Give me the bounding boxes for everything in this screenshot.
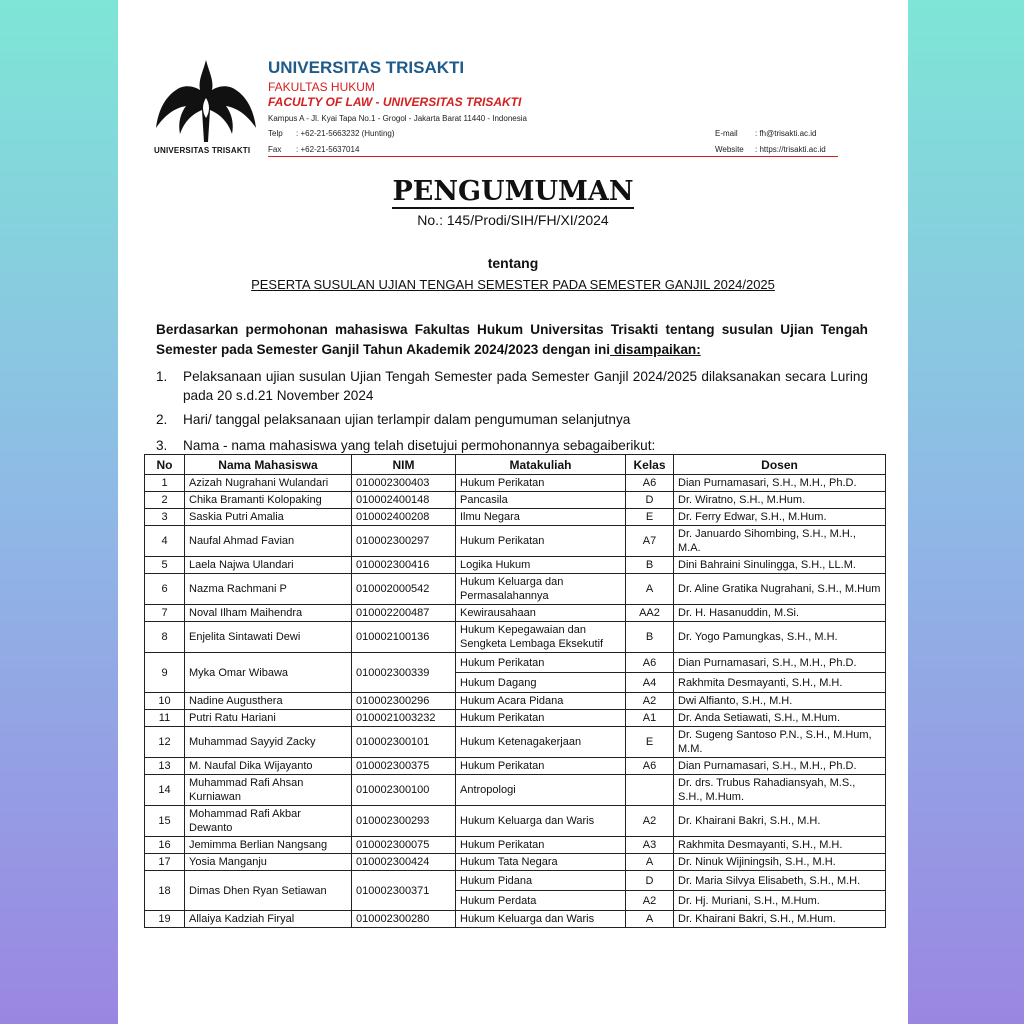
table-row [145,526,886,557]
cell-class: A [626,574,674,605]
cell-course: Hukum Perikatan [456,758,626,775]
cell-nim: 010002300293 [352,806,456,837]
list-item-number: 1. [156,369,168,384]
fax-line [268,145,359,154]
header-divider [268,156,838,157]
cell-name: Saskia Putri Amalia [185,509,352,526]
cell-course: Hukum Perikatan [456,653,626,673]
cell-lecturer: Dr. Hj. Muriani, S.H., M.Hum. [674,891,886,911]
cell-lecturer: Dian Purnamasari, S.H., M.H., Ph.D. [674,758,886,775]
cell-name: Laela Najwa Ulandari [185,557,352,574]
cell-nim: 010002300075 [352,837,456,854]
table-row [145,557,886,574]
table-header-row [145,455,886,475]
cell-name: Muhammad Rafi Ahsan Kurniawan [185,775,352,806]
list-item-text: Pelaksanaan ujian susulan Ujian Tengah Semester pada Semester Ganjil 2024/2025 dilaksanakan secara Luring pada 20 s.d.21 November 2024 [183,369,868,403]
intro-paragraph [156,320,868,360]
cell-nim: 010002200487 [352,605,456,622]
header-nim: NIM [352,455,456,475]
cell-no: 6 [145,574,185,605]
cell-class: E [626,509,674,526]
table-row [145,854,886,871]
cell-nim: 010002300280 [352,911,456,928]
cell-no: 10 [145,693,185,710]
cell-course: Hukum Pidana [456,871,626,891]
document-title-text: PENGUMUMAN [392,176,634,207]
cell-course: Hukum Perikatan [456,475,626,492]
cell-course: Hukum Kepegawaian dan Sengketa Lembaga Eksekutif [456,622,626,653]
cell-nim: 010002300339 [352,653,456,693]
cell-class: B [626,557,674,574]
logo-caption: UNIVERSITAS TRISAKTI [154,146,251,155]
header-name: Nama Mahasiswa [185,455,352,475]
list-item-text: Nama - nama mahasiswa yang telah disetujui permohonannya sebagaiberikut: [183,438,656,453]
phone-value: : +62-21-5663232 (Hunting) [296,129,395,138]
cell-course: Hukum Tata Negara [456,854,626,871]
cell-nim: 010002000542 [352,574,456,605]
table-row [145,492,886,509]
cell-lecturer: Dr. Khairani Bakri, S.H., M.Hum. [674,911,886,928]
list-item [156,367,868,405]
website-label: Website [715,145,744,154]
cell-class: D [626,492,674,509]
table-row [145,837,886,854]
cell-lecturer: Dr. Maria Silvya Elisabeth, S.H., M.H. [674,871,886,891]
cell-name: Nadine Augusthera [185,693,352,710]
cell-name: Jemimma Berlian Nangsang [185,837,352,854]
cell-name: Mohammad Rafi Akbar Dewanto [185,806,352,837]
cell-class: A2 [626,806,674,837]
intro-underlined: disampaikan: [610,342,701,357]
cell-course: Hukum Perikatan [456,526,626,557]
cell-no: 14 [145,775,185,806]
cell-no: 5 [145,557,185,574]
cell-nim: 010002100136 [352,622,456,653]
cell-name: Muhammad Sayyid Zacky [185,727,352,758]
cell-class: A6 [626,653,674,673]
table-row [145,775,886,806]
cell-lecturer: Dr. Sugeng Santoso P.N., S.H., M.Hum, M.M. [674,727,886,758]
website-line [715,145,826,154]
cell-name: M. Naufal Dika Wijayanto [185,758,352,775]
cell-nim: 010002400148 [352,492,456,509]
cell-class: A1 [626,710,674,727]
table-row [145,911,886,928]
cell-course: Hukum Keluarga dan Waris [456,806,626,837]
cell-no: 17 [145,854,185,871]
cell-class [626,775,674,806]
cell-no: 19 [145,911,185,928]
document-title [118,176,908,207]
cell-lecturer: Dian Purnamasari, S.H., M.H., Ph.D. [674,475,886,492]
cell-nim: 010002300416 [352,557,456,574]
header-course: Matakuliah [456,455,626,475]
cell-name: Dimas Dhen Ryan Setiawan [185,871,352,911]
cell-course: Logika Hukum [456,557,626,574]
table-row [145,475,886,492]
cell-lecturer: Dini Bahraini Sinulingga, S.H., LL.M. [674,557,886,574]
phone-label: Telp [268,129,283,138]
cell-name: Enjelita Sintawati Dewi [185,622,352,653]
cell-course: Hukum Perikatan [456,710,626,727]
cell-lecturer: Dr. Ferry Edwar, S.H., M.Hum. [674,509,886,526]
email-line [715,129,816,138]
cell-lecturer: Dr. Ninuk Wijiningsih, S.H., M.H. [674,854,886,871]
cell-lecturer: Dr. Khairani Bakri, S.H., M.H. [674,806,886,837]
document-number: No.: 145/Prodi/SIH/FH/XI/2024 [417,212,609,228]
cell-no: 9 [145,653,185,693]
cell-class: A6 [626,475,674,492]
cell-lecturer: Dr. Januardo Sihombing, S.H., M.H., M.A. [674,526,886,557]
header-class: Kelas [626,455,674,475]
document-subject-text: PESERTA SUSULAN UJIAN TENGAH SEMESTER PADA SEMESTER GANJIL 2024/2025 [251,277,775,292]
address: Kampus A - Jl. Kyai Tapa No.1 - Grogol - Jakarta Barat 11440 - Indonesia [268,114,527,123]
phone-line [268,129,395,138]
cell-course: Ilmu Negara [456,509,626,526]
cell-no: 1 [145,475,185,492]
students-table [144,454,886,928]
website-value: : https://trisakti.ac.id [755,145,826,154]
cell-nim: 010002300375 [352,758,456,775]
cell-name: Azizah Nugrahani Wulandari [185,475,352,492]
table-row [145,871,886,891]
cell-no: 18 [145,871,185,911]
cell-nim: 010002300371 [352,871,456,911]
document-page [118,0,908,1024]
cell-course: Pancasila [456,492,626,509]
cell-nim: 010002300101 [352,727,456,758]
cell-class: AA2 [626,605,674,622]
cell-nim: 010002300296 [352,693,456,710]
cell-lecturer: Dwi Alfianto, S.H., M.H. [674,693,886,710]
list-item [156,410,868,429]
cell-name: Noval Ilham Maihendra [185,605,352,622]
cell-name: Yosia Manganju [185,854,352,871]
cell-lecturer: Rakhmita Desmayanti, S.H., M.H. [674,673,886,693]
email-value: : fh@trisakti.ac.id [755,129,817,138]
cell-name: Naufal Ahmad Favian [185,526,352,557]
cell-lecturer: Dr. Yogo Pamungkas, S.H., M.H. [674,622,886,653]
cell-class: A [626,854,674,871]
cell-class: E [626,727,674,758]
cell-nim: 010002300424 [352,854,456,871]
cell-class: A [626,911,674,928]
cell-course: Hukum Acara Pidana [456,693,626,710]
cell-name: Putri Ratu Hariani [185,710,352,727]
cell-name: Allaiya Kadziah Firyal [185,911,352,928]
table-row [145,574,886,605]
cell-lecturer: Dr. drs. Trubus Rahadiansyah, M.S., S.H., M.Hum. [674,775,886,806]
cell-course: Antropologi [456,775,626,806]
university-logo-icon [154,58,258,142]
cell-no: 2 [145,492,185,509]
cell-course: Hukum Perdata [456,891,626,911]
faculty-name: FAKULTAS HUKUM [268,80,375,94]
table-row [145,605,886,622]
list-item-number: 2. [156,412,168,427]
cell-no: 7 [145,605,185,622]
header-lecturer: Dosen [674,455,886,475]
cell-lecturer: Dr. Anda Setiawati, S.H., M.Hum. [674,710,886,727]
cell-lecturer: Dr. Aline Gratika Nugrahani, S.H., M.Hum [674,574,886,605]
cell-nim: 010002300297 [352,526,456,557]
table-row [145,727,886,758]
cell-name: Myka Omar Wibawa [185,653,352,693]
table-row [145,758,886,775]
cell-no: 16 [145,837,185,854]
cell-no: 8 [145,622,185,653]
email-label: E-mail [715,129,738,138]
cell-class: A7 [626,526,674,557]
cell-no: 4 [145,526,185,557]
cell-nim: 010002400208 [352,509,456,526]
cell-course: Hukum Keluarga dan Permasalahannya [456,574,626,605]
fax-label: Fax [268,145,282,154]
cell-class: B [626,622,674,653]
cell-class: A4 [626,673,674,693]
list-item-number: 3. [156,438,168,453]
cell-no: 3 [145,509,185,526]
table-row [145,509,886,526]
cell-course: Hukum Ketenagakerjaan [456,727,626,758]
table-row [145,806,886,837]
cell-name: Nazma Rachmani P [185,574,352,605]
cell-class: A2 [626,693,674,710]
cell-nim: 0100021003232 [352,710,456,727]
cell-nim: 010002300403 [352,475,456,492]
university-name: UNIVERSITAS TRISAKTI [268,58,465,77]
cell-lecturer: Rakhmita Desmayanti, S.H., M.H. [674,837,886,854]
document-subject [118,277,908,292]
cell-no: 11 [145,710,185,727]
cell-lecturer: Dr. Wiratno, S.H., M.Hum. [674,492,886,509]
cell-course: Hukum Dagang [456,673,626,693]
cell-nim: 010002300100 [352,775,456,806]
list-item-text: Hari/ tanggal pelaksanaan ujian terlampir dalam pengumuman selanjutnya [183,412,631,427]
table-row [145,653,886,673]
table-row [145,710,886,727]
faculty-name-en: FACULTY OF LAW - UNIVERSITAS TRISAKTI [268,95,522,109]
table-row [145,622,886,653]
list-item [156,436,868,455]
cell-class: A6 [626,758,674,775]
cell-course: Hukum Perikatan [456,837,626,854]
cell-lecturer: Dian Purnamasari, S.H., M.H., Ph.D. [674,653,886,673]
cell-no: 15 [145,806,185,837]
header-no: No [145,455,185,475]
cell-course: Hukum Keluarga dan Waris [456,911,626,928]
cell-no: 12 [145,727,185,758]
fax-value: : +62-21-5637014 [296,145,360,154]
cell-class: A3 [626,837,674,854]
cell-name: Chika Bramanti Kolopaking [185,492,352,509]
cell-course: Kewirausahaan [456,605,626,622]
table-row [145,693,886,710]
table-body [145,475,886,928]
intro-text: Berdasarkan permohonan mahasiswa Fakultas Hukum Universitas Trisakti tentang susulan Ujian Tengah Semester pada Semester Ganjil Tahun Akademik 2024/2023 dengan ini [156,322,868,357]
cell-no: 13 [145,758,185,775]
tentang-label: tentang [487,255,539,271]
cell-class: D [626,871,674,891]
cell-lecturer: Dr. H. Hasanuddin, M.Si. [674,605,886,622]
cell-class: A2 [626,891,674,911]
